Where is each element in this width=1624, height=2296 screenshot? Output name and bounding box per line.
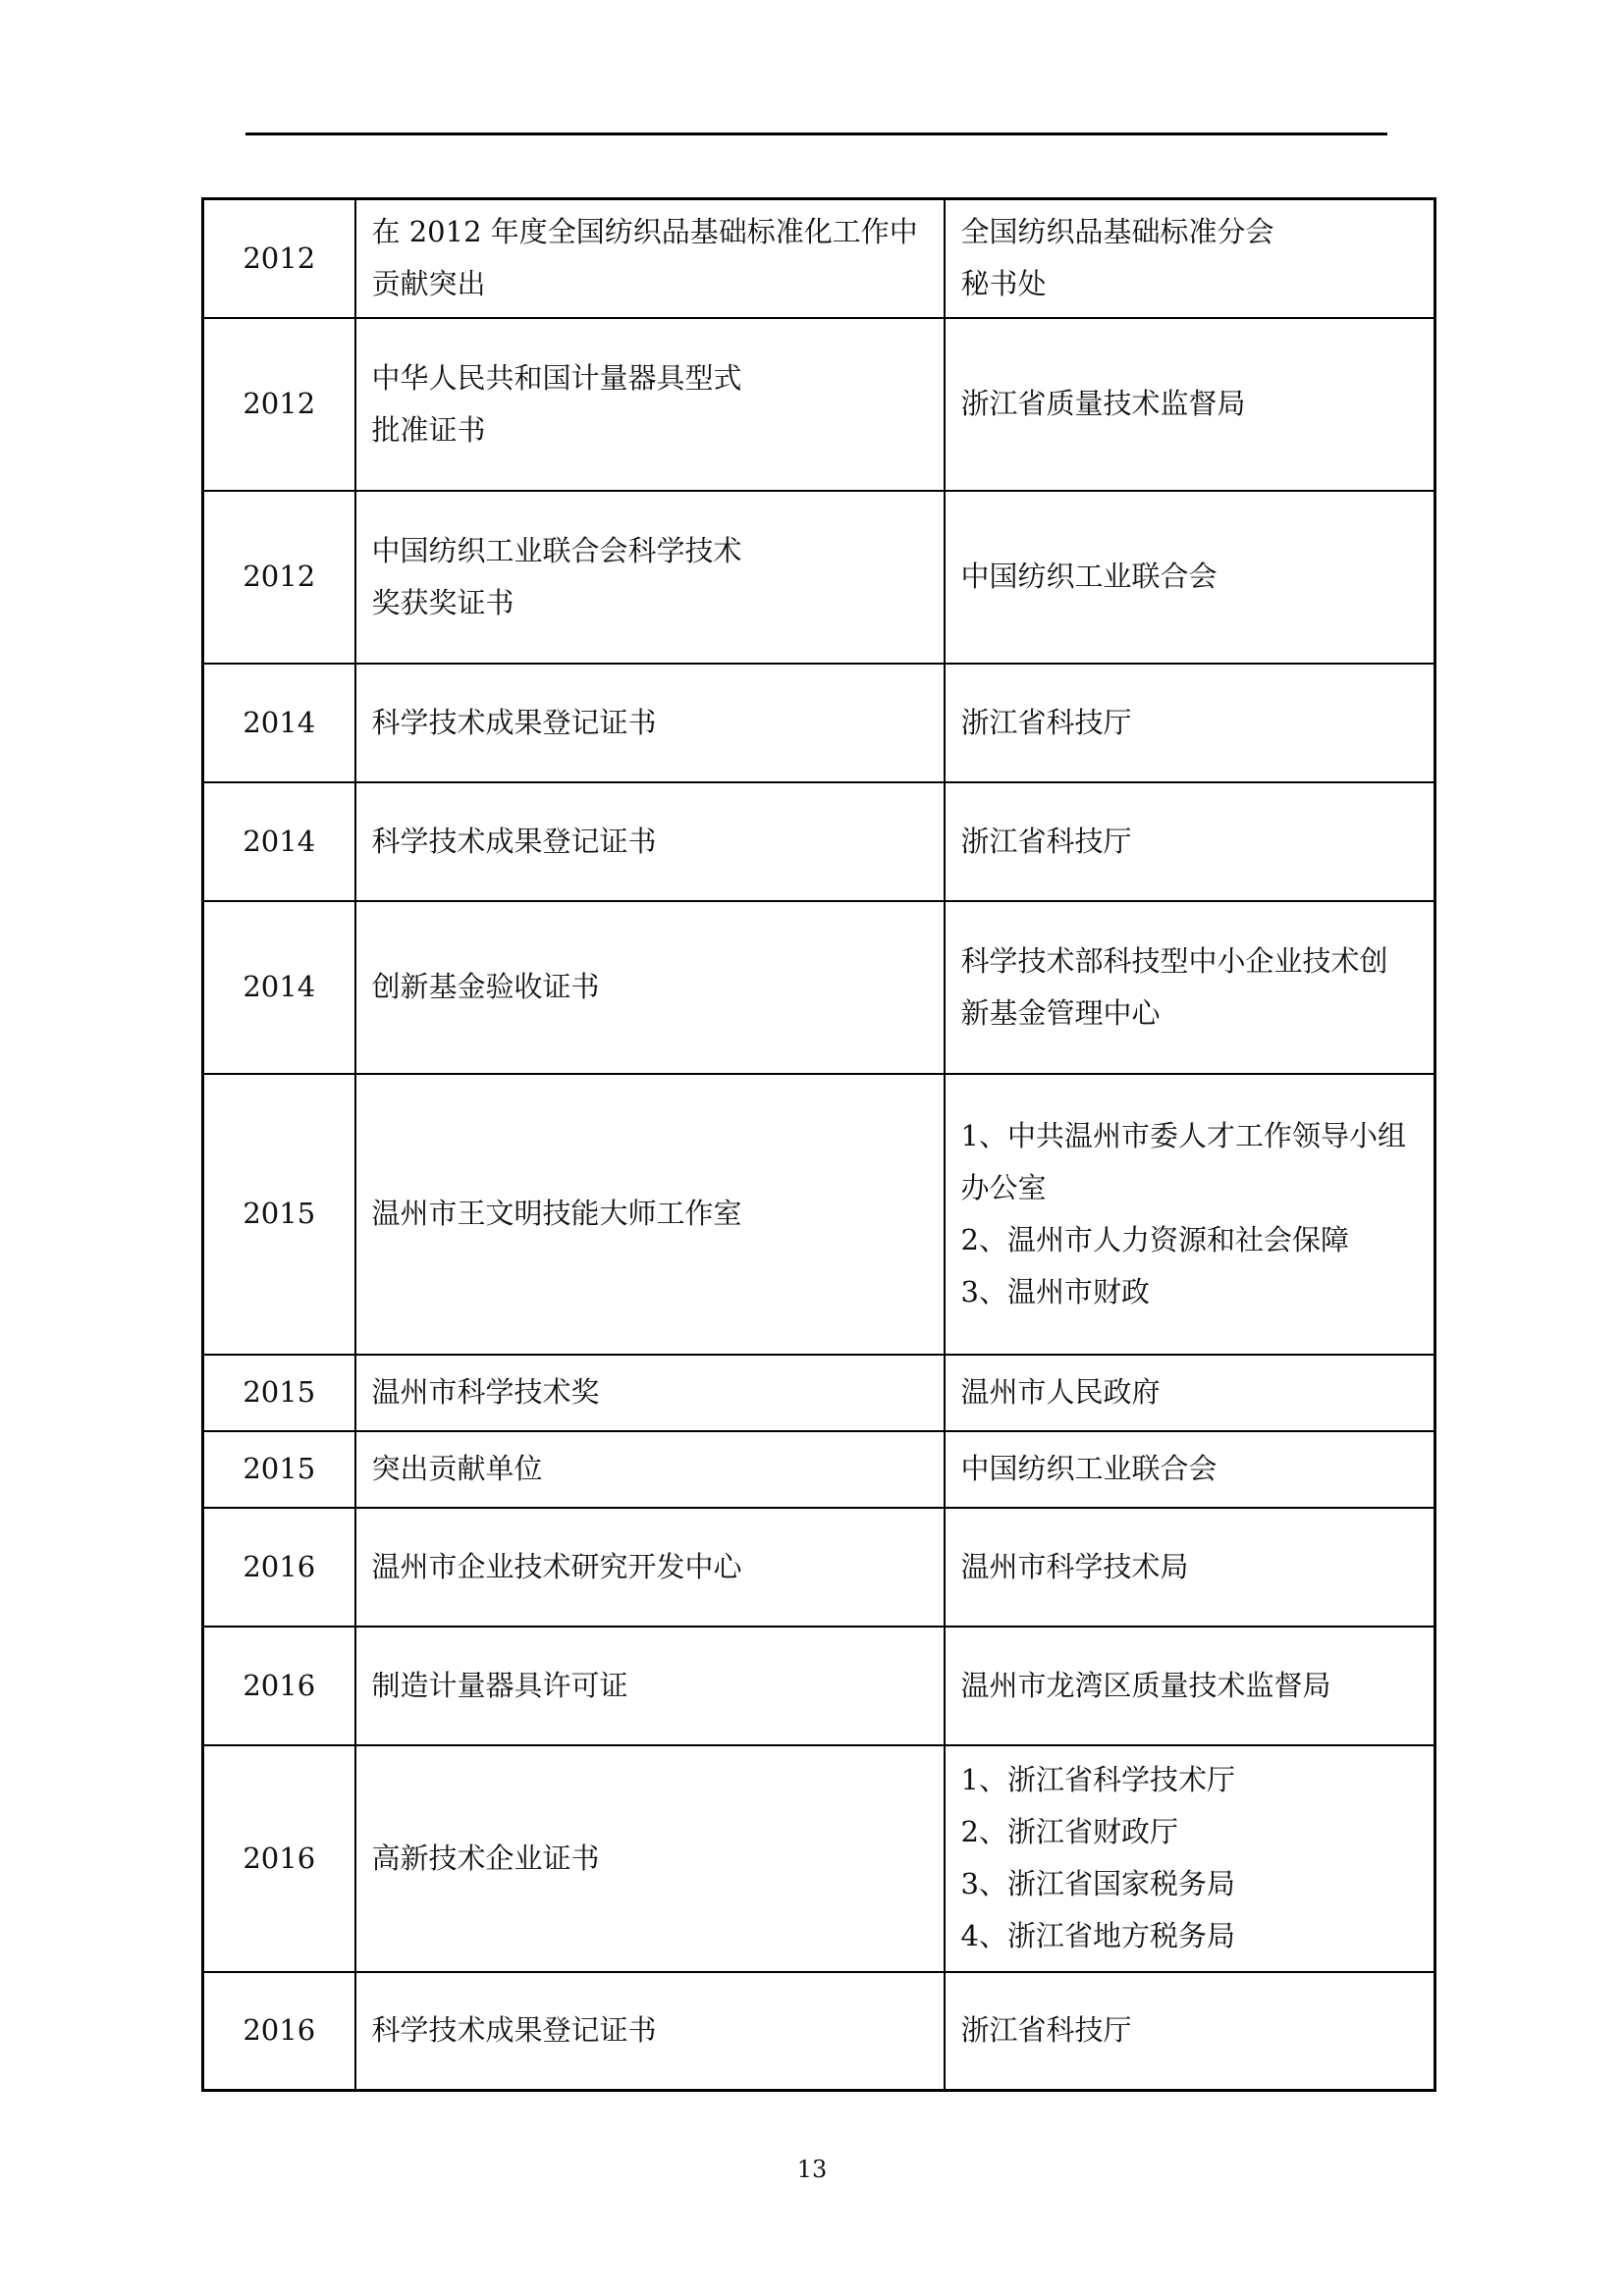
certificate-name-cell [355, 1074, 945, 1355]
year-cell: 2014 [203, 664, 355, 782]
certificate-name-line: 温州市王文明技能大师工作室 [371, 1197, 742, 1230]
year-cell: 2012 [203, 491, 355, 664]
table-row [203, 1074, 1435, 1355]
table-row [203, 664, 1435, 782]
issuing-org-cell [945, 1627, 1435, 1745]
header-rule [245, 133, 1387, 135]
issuing-org-line: 2、温州市人力资源和社会保障 [960, 1222, 1349, 1256]
issuing-org-line: 浙江省质量技术监督局 [960, 387, 1246, 420]
issuing-org-line: 温州市科学技术局 [960, 1549, 1189, 1583]
certificate-name-cell [355, 782, 945, 901]
issuing-org-line: 浙江省科技厅 [960, 2013, 1132, 2048]
issuing-org-line: 1、中共温州市委人才工作领导小组 [960, 1118, 1406, 1152]
issuing-org-cell [945, 901, 1435, 1074]
certificate-name-cell [355, 318, 945, 491]
issuing-org-line: 温州市人民政府 [960, 1375, 1161, 1409]
year-cell: 2016 [203, 1508, 355, 1627]
year-cell: 2015 [203, 1074, 355, 1355]
table-row [203, 1745, 1435, 1972]
certificate-name-cell [355, 1627, 945, 1745]
certificate-name-line: 温州市企业技术研究开发中心 [371, 1549, 742, 1583]
certificate-name-cell [355, 199, 945, 318]
year-cell: 2015 [203, 1355, 355, 1431]
issuing-org-line: 1、浙江省科学技术厅 [960, 1763, 1235, 1796]
issuing-org-cell [945, 199, 1435, 318]
issuing-org-line: 新基金管理中心 [960, 995, 1161, 1030]
year-cell: 2016 [203, 1627, 355, 1745]
certificate-name-line: 科学技术成果登记证书 [371, 824, 657, 858]
year-cell: 2015 [203, 1431, 355, 1508]
issuing-org-line: 3、温州市财政 [960, 1274, 1150, 1308]
table-row [203, 1627, 1435, 1745]
certificate-name-line: 中国纺织工业联合会科学技术 [371, 533, 742, 567]
issuing-org-cell [945, 1431, 1435, 1508]
table-row [203, 1508, 1435, 1627]
issuing-org-line: 科学技术部科技型中小企业技术创 [960, 943, 1388, 978]
certificate-name-cell [355, 1508, 945, 1627]
certificate-name-line: 突出贡献单位 [371, 1452, 543, 1485]
issuing-org-line: 中国纺织工业联合会 [960, 560, 1218, 593]
issuing-org-line: 浙江省科技厅 [960, 824, 1132, 858]
issuing-org-cell [945, 664, 1435, 782]
certificate-name-line: 贡献突出 [371, 267, 486, 301]
certificate-name-line: 科学技术成果登记证书 [371, 2013, 657, 2048]
issuing-org-cell [945, 1355, 1435, 1431]
issuing-org-cell [945, 782, 1435, 901]
issuing-org-cell [945, 1508, 1435, 1627]
certificate-name-cell [355, 1745, 945, 1972]
certificate-name-line: 科学技术成果登记证书 [371, 705, 657, 739]
certificate-name-cell [355, 1355, 945, 1431]
certificate-name-line: 高新技术企业证书 [371, 1841, 600, 1875]
table-row [203, 318, 1435, 491]
year-cell: 2016 [203, 1745, 355, 1972]
table-row [203, 901, 1435, 1074]
issuing-org-line: 温州市龙湾区质量技术监督局 [960, 1668, 1331, 1702]
year-cell: 2012 [203, 199, 355, 318]
certificate-name-line: 在 2012 年度全国纺织品基础标准化工作中 [371, 215, 918, 249]
table-body [203, 199, 1435, 2091]
issuing-org-line: 4、浙江省地方税务局 [960, 1919, 1235, 1952]
certificate-name-line: 批准证书 [371, 412, 486, 447]
issuing-org-cell [945, 1074, 1435, 1355]
certificate-name-line: 温州市科学技术奖 [371, 1375, 600, 1409]
certificate-name-cell [355, 1972, 945, 2091]
certificate-name-cell [355, 901, 945, 1074]
year-cell: 2014 [203, 901, 355, 1074]
issuing-org-cell [945, 491, 1435, 664]
year-cell: 2012 [203, 318, 355, 491]
certificate-name-line: 中华人民共和国计量器具型式 [371, 360, 742, 395]
page-number: 13 [796, 2156, 828, 2183]
certificate-name-cell [355, 491, 945, 664]
issuing-org-line: 办公室 [960, 1170, 1047, 1204]
issuing-org-line: 秘书处 [960, 267, 1047, 301]
table-row [203, 1355, 1435, 1431]
issuing-org-line: 浙江省科技厅 [960, 705, 1132, 739]
issuing-org-cell [945, 1745, 1435, 1972]
certificate-name-line: 制造计量器具许可证 [371, 1668, 628, 1702]
table-row [203, 199, 1435, 318]
table-row [203, 1972, 1435, 2091]
certificate-name-cell [355, 664, 945, 782]
year-cell: 2014 [203, 782, 355, 901]
certificate-name-line: 奖获奖证书 [371, 585, 514, 619]
issuing-org-line: 3、浙江省国家税务局 [960, 1867, 1235, 1900]
issuing-org-cell [945, 1972, 1435, 2091]
issuing-org-line: 中国纺织工业联合会 [960, 1452, 1218, 1485]
table-row [203, 782, 1435, 901]
year-cell: 2016 [203, 1972, 355, 2091]
certificates-table [201, 197, 1436, 2092]
table-row [203, 1431, 1435, 1508]
certificate-name-line: 创新基金验收证书 [371, 970, 600, 1003]
table-row [203, 491, 1435, 664]
issuing-org-line: 全国纺织品基础标准分会 [960, 215, 1274, 249]
issuing-org-cell [945, 318, 1435, 491]
issuing-org-line: 2、浙江省财政厅 [960, 1815, 1178, 1848]
certificate-name-cell [355, 1431, 945, 1508]
